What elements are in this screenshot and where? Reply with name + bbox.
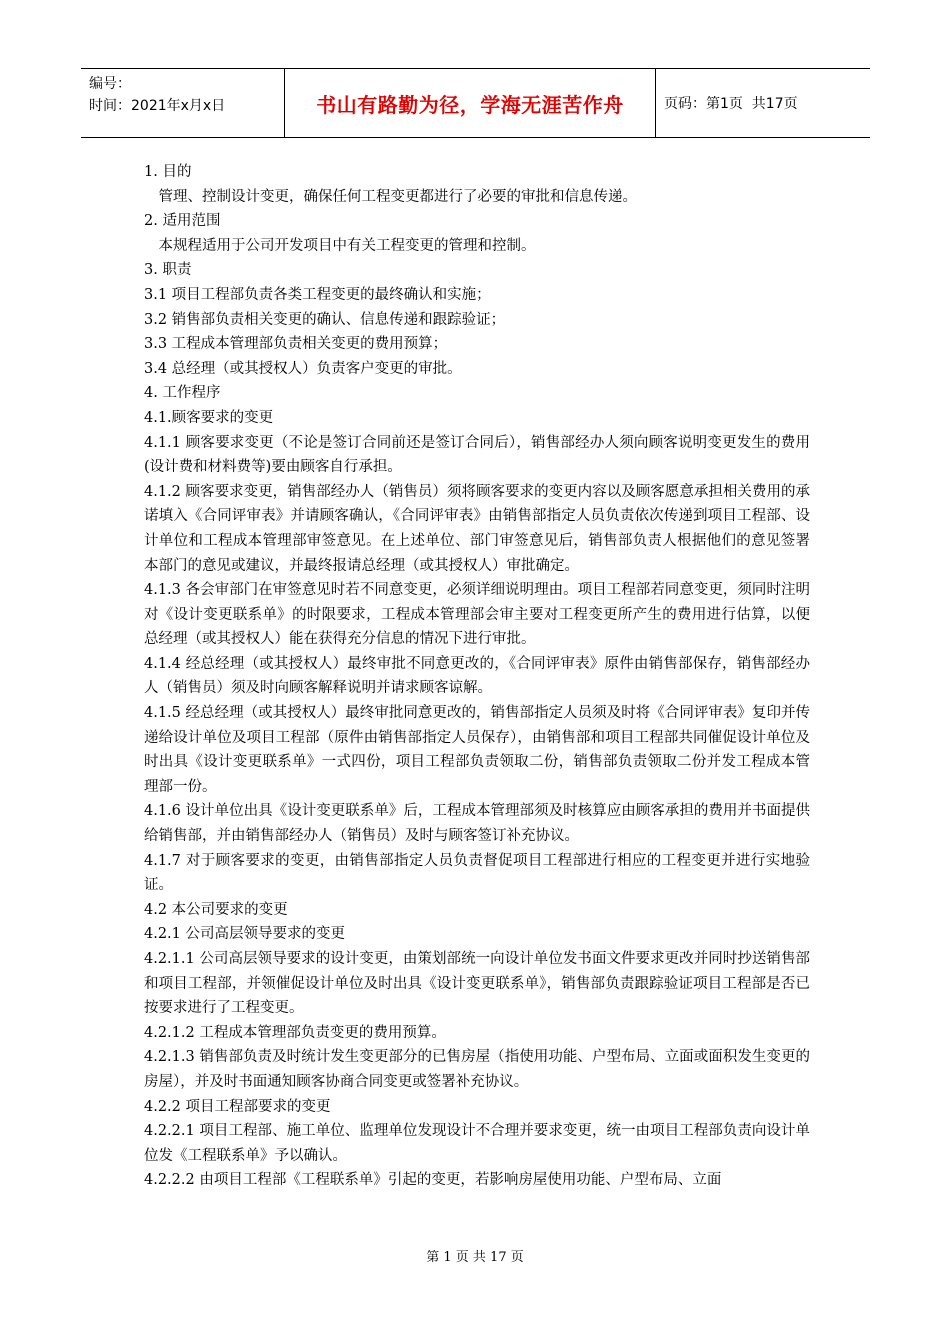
header-motto-cell — [284, 69, 656, 137]
paragraph: 4.1.3 各会审部门在审签意见时若不同意变更，必须详细说明理由。项目工程部若同意变更，须同时注明对《设计变更联系单》的时限要求，工程成本管理部会审主要对工程变更所产生的费用进行估算，以便总经理（或其授权人）能在获得充分信息的情况下进行审批。 — [144, 582, 810, 648]
page-footer: 第 1 页 共 17 页 — [426, 1250, 524, 1265]
document-body — [144, 160, 810, 1193]
paragraph: 4.2.2.1 项目工程部、施工单位、监理单位发现设计不合理并要求变更，统一由项目工程部负责向设计单位发《工程联系单》予以确认。 — [144, 1123, 810, 1164]
header-motto: 书山有路勤为径，学海无涯苦作舟 — [316, 92, 624, 117]
paragraph: 4.2.2.2 由项目工程部《工程联系单》引起的变更，若影响房屋使用功能、户型布局、立面 — [144, 1172, 722, 1189]
paragraph: 4.2.1.3 销售部负责及时统计发生变更部分的已售房屋（指使用功能、户型布局、立面或面积发生变更的房屋），并及时书面通知顾客协商合同变更或签署补充协议。 — [144, 1049, 810, 1090]
paragraph: 管理、控制设计变更，确保任何工程变更都进行了必要的审批和信息传递。 — [144, 188, 637, 205]
paragraph: 4.2.1.1 公司高层领导要求的设计变更，由策划部统一向设计单位发书面文件要求更改并同时抄送销售部和项目工程部，并领催促设计单位及时出具《设计变更联系单》，销售部负责跟踪验证项目工程部是否已按要求进行了工程变更。 — [144, 951, 810, 1017]
paragraph: 4.1.4 经总经理（或其授权人）最终审批不同意更改的，《合同评审表》原件由销售部保存，销售部经办人（销售员）须及时向顾客解释说明并请求顾客谅解。 — [144, 655, 810, 697]
header-page-info: 页码：第1页 共17页 — [664, 96, 798, 112]
paragraph: 4.1.2 顾客要求变更，销售部经办人（销售员）须将顾客要求的变更内容以及顾客愿意承担相关费用的承诺填入《合同评审表》并请顾客确认，《合同评审表》由销售部指定人员负责依次传递到项目工程部、设计单位和工程成本管理部审签意见。在上述单位、部门审签意见后，销售部负责人根据他们的意见签署本部门的意见或建议，并最终报请总经理（或其授权人）审批确定。 — [144, 483, 810, 574]
paragraph: 4.1.1 顾客要求变更（不论是签订合同前还是签订合同后），销售部经办人须向顾客说明变更发生的费用(设计费和材料费等)要由顾客自行承担。 — [144, 434, 810, 476]
paragraph: 4.1.顾客要求的变更 — [144, 409, 274, 426]
paragraph: 3.1 项目工程部负责各类工程变更的最终确认和实施； — [144, 286, 491, 303]
paragraph: 4.2.1.2 工程成本管理部负责变更的费用预算。 — [144, 1024, 446, 1041]
paragraph: 4.1.7 对于顾客要求的变更，由销售部指定人员负责督促项目工程部进行相应的工程变更并进行实地验证。 — [144, 852, 810, 894]
paragraph: 1. 目的 — [144, 164, 192, 180]
document-time: 时间：2021年x月x日 — [89, 98, 226, 114]
header-meta — [81, 69, 284, 137]
paragraph: 2. 适用范围 — [144, 213, 221, 230]
paragraph: 本规程适用于公司开发项目中有关工程变更的管理和控制。 — [144, 237, 536, 254]
paragraph: 4.1.5 经总经理（或其授权人）最终审批同意更改的，销售部指定人员须及时将《合同评审表》复印并传递给设计单位及项目工程部（原件由销售部指定人员保存），由销售部和项目工程部共同催促设计单位及时出具《设计变更联系单》一式四份，项目工程部负责领取二份，销售部负责领取二份并发工程成本管理部一份。 — [144, 705, 810, 795]
document-number: 编号： — [89, 76, 131, 92]
page-header — [81, 68, 870, 138]
paragraph: 4.1.6 设计单位出具《设计变更联系单》后，工程成本管理部须及时核算应由顾客承担的费用并书面提供给销售部，并由销售部经办人（销售员）及时与顾客签订补充协议。 — [144, 803, 810, 845]
paragraph: 3.4 总经理（或其授权人）负责客户变更的审批。 — [144, 360, 462, 377]
paragraph: 3.2 销售部负责相关变更的确认、信息传递和跟踪验证； — [144, 311, 506, 328]
paragraph: 3. 职责 — [144, 262, 192, 279]
paragraph: 4.2.2 项目工程部要求的变更 — [144, 1098, 331, 1115]
paragraph: 3.3 工程成本管理部负责相关变更的费用预算； — [144, 336, 448, 353]
paragraph: 4. 工作程序 — [144, 385, 221, 402]
paragraph: 4.2.1 公司高层领导要求的变更 — [144, 926, 346, 943]
paragraph: 4.2 本公司要求的变更 — [144, 901, 288, 918]
